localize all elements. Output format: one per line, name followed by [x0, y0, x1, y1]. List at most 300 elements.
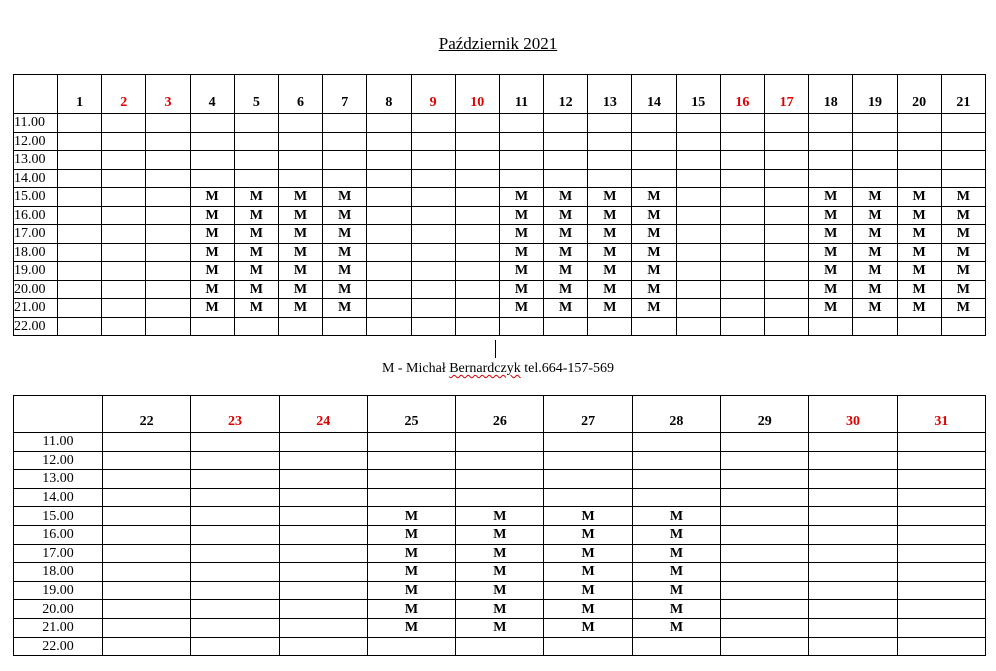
schedule-cell [809, 317, 853, 336]
schedule-cell [103, 451, 191, 470]
schedule-cell [809, 600, 897, 619]
schedule-cell [720, 243, 764, 262]
schedule-cell: M [190, 299, 234, 318]
schedule-cell [279, 507, 367, 526]
time-row [14, 262, 986, 281]
schedule-cell [191, 637, 279, 656]
schedule-cell [146, 114, 190, 133]
schedule-cell: M [499, 188, 543, 207]
schedule-cell: M [544, 563, 632, 582]
schedule-cell [544, 114, 588, 133]
schedule-cell: M [456, 525, 544, 544]
schedule-cell [58, 262, 102, 281]
schedule-cell [676, 132, 720, 151]
schedule-cell [897, 488, 985, 507]
schedule-cell: M [941, 225, 985, 244]
schedule-cell [941, 151, 985, 170]
day-header: 16 [720, 75, 764, 114]
schedule-cell: M [588, 188, 632, 207]
schedule-cell [411, 243, 455, 262]
schedule-cell: M [323, 280, 367, 299]
schedule-cell [897, 132, 941, 151]
time-row [14, 243, 986, 262]
schedule-cell [58, 299, 102, 318]
schedule-cell: M [323, 262, 367, 281]
schedule-cell [809, 525, 897, 544]
schedule-cell [721, 507, 809, 526]
schedule-cell [897, 581, 985, 600]
schedule-cell [853, 151, 897, 170]
schedule-cell: M [234, 243, 278, 262]
schedule-cell [853, 169, 897, 188]
schedule-cell [941, 317, 985, 336]
time-row [14, 600, 986, 619]
schedule-cell [720, 280, 764, 299]
schedule-cell [456, 451, 544, 470]
schedule-cell: M [367, 525, 455, 544]
time-row [14, 451, 986, 470]
schedule-cell [367, 317, 411, 336]
day-header: 13 [588, 75, 632, 114]
schedule-cell [720, 132, 764, 151]
schedule-cell: M [323, 225, 367, 244]
schedule-cell [765, 206, 809, 225]
schedule-cell [809, 451, 897, 470]
schedule-cell [455, 114, 499, 133]
schedule-cell [367, 243, 411, 262]
schedule-cell [455, 132, 499, 151]
schedule-cell [897, 618, 985, 637]
schedule-cell [367, 225, 411, 244]
schedule-cell [676, 206, 720, 225]
schedule-cell [720, 262, 764, 281]
time-row [14, 206, 986, 225]
time-label: 12.00 [14, 451, 103, 470]
schedule-cell [58, 280, 102, 299]
schedule-cell [809, 433, 897, 452]
day-header: 31 [897, 396, 985, 433]
schedule-cell: M [190, 225, 234, 244]
schedule-cell [499, 151, 543, 170]
schedule-cell [809, 637, 897, 656]
schedule-cell [411, 188, 455, 207]
time-label: 12.00 [14, 132, 58, 151]
schedule-cell: M [809, 280, 853, 299]
header-row [14, 75, 986, 114]
day-header: 10 [455, 75, 499, 114]
schedule-cell: M [367, 507, 455, 526]
time-label: 11.00 [14, 114, 58, 133]
schedule-cell [720, 114, 764, 133]
time-label: 15.00 [14, 507, 103, 526]
schedule-cell [191, 563, 279, 582]
schedule-cell [632, 637, 720, 656]
schedule-cell: M [588, 243, 632, 262]
day-header: 1 [58, 75, 102, 114]
schedule-cell: M [234, 188, 278, 207]
schedule-cell [103, 618, 191, 637]
schedule-cell [279, 544, 367, 563]
schedule-cell [676, 299, 720, 318]
schedule-cell [456, 470, 544, 489]
schedule-cell [234, 132, 278, 151]
schedule-cell [58, 114, 102, 133]
schedule-cell: M [632, 188, 676, 207]
schedule-cell [279, 637, 367, 656]
schedule-cell [897, 114, 941, 133]
schedule-cell [146, 317, 190, 336]
schedule-cell: M [632, 525, 720, 544]
schedule-cell: M [897, 262, 941, 281]
schedule-cell [676, 151, 720, 170]
schedule-cell: M [853, 243, 897, 262]
time-label: 17.00 [14, 225, 58, 244]
schedule-cell [279, 451, 367, 470]
schedule-cell [897, 525, 985, 544]
schedule-cell: M [278, 206, 322, 225]
day-header: 15 [676, 75, 720, 114]
time-label: 14.00 [14, 169, 58, 188]
schedule-cell [234, 151, 278, 170]
schedule-cell [411, 280, 455, 299]
schedule-cell: M [897, 206, 941, 225]
schedule-cell: M [234, 299, 278, 318]
schedule-cell [455, 225, 499, 244]
schedule-cell: M [499, 299, 543, 318]
time-label: 17.00 [14, 544, 103, 563]
schedule-cell [765, 188, 809, 207]
time-label: 20.00 [14, 600, 103, 619]
day-header: 14 [632, 75, 676, 114]
day-header: 21 [941, 75, 985, 114]
schedule-cell [499, 132, 543, 151]
schedule-cell [146, 280, 190, 299]
schedule-cell [721, 451, 809, 470]
schedule-cell: M [190, 188, 234, 207]
schedule-cell [323, 151, 367, 170]
schedule-cell [544, 470, 632, 489]
schedule-cell: M [499, 280, 543, 299]
time-row [14, 507, 986, 526]
schedule-cell [323, 169, 367, 188]
schedule-cell [191, 488, 279, 507]
time-label: 15.00 [14, 188, 58, 207]
schedule-cell: M [588, 280, 632, 299]
schedule-cell: M [367, 544, 455, 563]
schedule-cell [102, 280, 146, 299]
time-label: 19.00 [14, 262, 58, 281]
schedule-cell: M [632, 618, 720, 637]
schedule-cell [809, 488, 897, 507]
schedule-cell [411, 151, 455, 170]
schedule-cell [278, 169, 322, 188]
schedule-cell [897, 169, 941, 188]
schedule-cell: M [499, 262, 543, 281]
day-header: 6 [278, 75, 322, 114]
schedule-cell [146, 132, 190, 151]
schedule-cell [367, 169, 411, 188]
schedule-cell: M [632, 581, 720, 600]
schedule-cell [456, 488, 544, 507]
schedule-cell [676, 188, 720, 207]
schedule-cell [588, 151, 632, 170]
schedule-cell: M [190, 206, 234, 225]
divider-tick [495, 340, 496, 358]
schedule-cell [809, 169, 853, 188]
schedule-cell: M [234, 262, 278, 281]
schedule-cell [411, 132, 455, 151]
schedule-cell [191, 581, 279, 600]
schedule-cell: M [809, 299, 853, 318]
schedule-cell: M [941, 206, 985, 225]
schedule-cell [676, 114, 720, 133]
schedule-cell: M [632, 262, 676, 281]
schedule-cell [499, 169, 543, 188]
corner-cell [14, 396, 103, 433]
schedule-cell: M [456, 507, 544, 526]
schedule-cell [455, 151, 499, 170]
schedule-cell: M [588, 206, 632, 225]
schedule-cell [632, 488, 720, 507]
schedule-cell [632, 451, 720, 470]
schedule-cell [676, 317, 720, 336]
schedule-cell: M [278, 188, 322, 207]
schedule-cell: M [941, 188, 985, 207]
time-label: 14.00 [14, 488, 103, 507]
schedule-cell: M [853, 299, 897, 318]
time-label: 16.00 [14, 525, 103, 544]
schedule-cell [721, 563, 809, 582]
schedule-cell [323, 114, 367, 133]
day-header: 12 [544, 75, 588, 114]
time-label: 18.00 [14, 563, 103, 582]
time-row [14, 618, 986, 637]
schedule-cell [146, 188, 190, 207]
schedule-cell [58, 132, 102, 151]
schedule-cell [103, 488, 191, 507]
schedule-cell [58, 206, 102, 225]
day-header: 23 [191, 396, 279, 433]
schedule-cell [190, 169, 234, 188]
legend-suffix: tel.664-157-569 [520, 361, 615, 376]
time-label: 22.00 [14, 317, 58, 336]
day-header: 9 [411, 75, 455, 114]
schedule-cell [279, 470, 367, 489]
day-header: 27 [544, 396, 632, 433]
schedule-cell [102, 262, 146, 281]
schedule-cell: M [190, 280, 234, 299]
schedule-cell [765, 169, 809, 188]
schedule-cell [367, 433, 455, 452]
schedule-cell [721, 488, 809, 507]
schedule-cell [411, 262, 455, 281]
schedule-cell [102, 225, 146, 244]
schedule-cell [411, 114, 455, 133]
schedule-cell [58, 243, 102, 262]
schedule-cell [190, 132, 234, 151]
day-header: 8 [367, 75, 411, 114]
day-header: 20 [897, 75, 941, 114]
schedule-cell: M [588, 225, 632, 244]
day-header: 30 [809, 396, 897, 433]
schedule-cell [544, 317, 588, 336]
schedule-cell [676, 243, 720, 262]
schedule-cell: M [367, 581, 455, 600]
schedule-cell [456, 433, 544, 452]
schedule-cell: M [809, 243, 853, 262]
schedule-cell [676, 280, 720, 299]
schedule-cell: M [544, 243, 588, 262]
schedule-cell [279, 488, 367, 507]
schedule-cell: M [323, 243, 367, 262]
schedule-cell [765, 317, 809, 336]
day-header: 17 [765, 75, 809, 114]
schedule-cell: M [544, 299, 588, 318]
schedule-cell: M [853, 188, 897, 207]
schedule-cell [809, 544, 897, 563]
schedule-cell: M [588, 262, 632, 281]
schedule-cell: M [853, 262, 897, 281]
schedule-cell [941, 114, 985, 133]
schedule-cell: M [897, 280, 941, 299]
schedule-cell [191, 544, 279, 563]
schedule-cell [721, 544, 809, 563]
schedule-cell [897, 637, 985, 656]
schedule-cell: M [234, 280, 278, 299]
schedule-cell [765, 132, 809, 151]
schedule-cell [765, 114, 809, 133]
schedule-cell [191, 433, 279, 452]
time-row [14, 188, 986, 207]
schedule-cell [853, 317, 897, 336]
day-header: 2 [102, 75, 146, 114]
time-label: 18.00 [14, 243, 58, 262]
schedule-cell [721, 525, 809, 544]
time-label: 21.00 [14, 618, 103, 637]
schedule-cell: M [234, 206, 278, 225]
schedule-cell [721, 637, 809, 656]
schedule-cell [676, 262, 720, 281]
schedule-cell [191, 451, 279, 470]
schedule-cell: M [499, 225, 543, 244]
schedule-cell [809, 132, 853, 151]
schedule-cell [103, 600, 191, 619]
schedule-cell [809, 470, 897, 489]
schedule-cell: M [632, 206, 676, 225]
time-label: 11.00 [14, 433, 103, 452]
schedule-cell [367, 151, 411, 170]
schedule-cell [367, 280, 411, 299]
schedule-cell: M [278, 280, 322, 299]
schedule-cell [367, 451, 455, 470]
schedule-cell: M [190, 262, 234, 281]
schedule-cell [234, 114, 278, 133]
schedule-cell [411, 299, 455, 318]
schedule-cell: M [499, 206, 543, 225]
schedule-cell [103, 470, 191, 489]
schedule-cell [720, 317, 764, 336]
schedule-cell [102, 132, 146, 151]
schedule-cell [103, 637, 191, 656]
schedule-cell [146, 169, 190, 188]
schedule-cell: M [456, 600, 544, 619]
time-row [14, 132, 986, 151]
schedule-cell: M [544, 600, 632, 619]
day-header: 4 [190, 75, 234, 114]
schedule-cell [809, 114, 853, 133]
schedule-cell [279, 525, 367, 544]
schedule-cell [456, 637, 544, 656]
schedule-cell [58, 169, 102, 188]
legend [0, 361, 996, 377]
schedule-cell [721, 618, 809, 637]
time-row [14, 433, 986, 452]
schedule-cell: M [632, 507, 720, 526]
time-label: 13.00 [14, 470, 103, 489]
schedule-cell [544, 433, 632, 452]
schedule-cell [367, 262, 411, 281]
time-row [14, 114, 986, 133]
schedule-cell: M [544, 581, 632, 600]
schedule-cell [367, 637, 455, 656]
schedule-cell [721, 600, 809, 619]
day-header: 26 [456, 396, 544, 433]
schedule-cell: M [456, 618, 544, 637]
schedule-cell [455, 243, 499, 262]
schedule-cell: M [367, 618, 455, 637]
schedule-cell [279, 433, 367, 452]
schedule-cell [146, 243, 190, 262]
schedule-cell: M [323, 299, 367, 318]
schedule-cell [279, 618, 367, 637]
schedule-cell: M [632, 225, 676, 244]
schedule-cell [234, 317, 278, 336]
time-label: 19.00 [14, 581, 103, 600]
schedule-cell [102, 317, 146, 336]
schedule-cell: M [897, 188, 941, 207]
schedule-cell [103, 581, 191, 600]
time-label: 22.00 [14, 637, 103, 656]
schedule-cell: M [190, 243, 234, 262]
time-row [14, 470, 986, 489]
schedule-cell [632, 317, 676, 336]
schedule-cell [544, 151, 588, 170]
day-header: 28 [632, 396, 720, 433]
schedule-cell [720, 206, 764, 225]
schedule-cell [765, 299, 809, 318]
schedule-cell: M [544, 188, 588, 207]
schedule-cell: M [941, 243, 985, 262]
schedule-cell [279, 581, 367, 600]
time-row [14, 169, 986, 188]
schedule-cell [721, 581, 809, 600]
schedule-cell [632, 151, 676, 170]
schedule-cell [411, 169, 455, 188]
schedule-cell: M [809, 225, 853, 244]
schedule-cell [367, 114, 411, 133]
schedule-cell [809, 507, 897, 526]
schedule-cell [632, 470, 720, 489]
schedule-cell [765, 280, 809, 299]
day-header: 5 [234, 75, 278, 114]
schedule-cell [367, 206, 411, 225]
time-row [14, 637, 986, 656]
schedule-cell: M [544, 206, 588, 225]
schedule-cell [278, 132, 322, 151]
schedule-cell [279, 600, 367, 619]
schedule-cell [632, 169, 676, 188]
schedule-cell [102, 169, 146, 188]
